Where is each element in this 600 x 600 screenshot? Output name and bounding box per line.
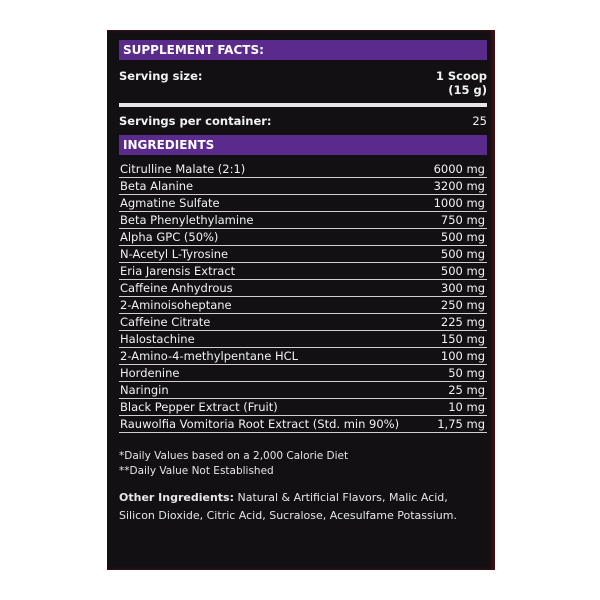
ingredient-amount: 500 mg — [440, 230, 485, 244]
serving-size-label: Serving size: — [119, 69, 203, 83]
ingredient-row — [119, 161, 487, 178]
ingredient-amount: 3200 mg — [433, 179, 485, 193]
ingredient-amount: 6000 mg — [433, 162, 485, 176]
ingredient-row — [119, 314, 487, 331]
ingredient-amount: 1000 mg — [433, 196, 485, 210]
ingredient-row — [119, 229, 487, 246]
serving-size-scoop: 1 Scoop — [435, 69, 487, 83]
ingredient-name: Alpha GPC (50%) — [120, 230, 219, 244]
ingredient-name: Beta Phenylethylamine — [120, 213, 254, 227]
serving-size-row — [119, 69, 487, 97]
ingredient-amount: 225 mg — [440, 315, 485, 329]
ingredient-amount: 250 mg — [440, 298, 485, 312]
ingredient-amount: 100 mg — [440, 349, 485, 363]
divider-thick — [119, 103, 487, 107]
servings-per-container-label: Servings per container: — [119, 114, 272, 128]
ingredient-name: Rauwolfia Vomitoria Root Extract (Std. min 90%) — [120, 417, 400, 431]
ingredient-amount: 150 mg — [440, 332, 485, 346]
ingredient-amount: 300 mg — [440, 281, 485, 295]
supplement-facts-header: SUPPLEMENT FACTS: — [119, 40, 487, 60]
ingredient-amount: 1,75 mg — [437, 417, 485, 431]
other-ingredients-label: Other Ingredients: — [119, 491, 234, 504]
ingredient-row — [119, 212, 487, 229]
ingredients-header: INGREDIENTS — [119, 135, 487, 155]
ingredient-name: N-Acetyl L-Tyrosine — [120, 247, 229, 261]
supplement-facts-content — [119, 40, 487, 525]
other-ingredients — [119, 489, 487, 525]
footnote-daily-values: *Daily Values based on a 2,000 Calorie Diet — [119, 450, 349, 462]
ingredient-amount: 10 mg — [448, 400, 485, 414]
ingredient-row — [119, 399, 487, 416]
ingredient-name: Black Pepper Extract (Fruit) — [120, 400, 278, 414]
other-ingredients-text: Natural & Artificial Flavors, Malic Acid, Silicon Dioxide, Citric Acid, Sucralose, Acesulfame Potassium. — [119, 491, 457, 522]
ingredient-amount: 750 mg — [440, 213, 485, 227]
ingredient-row — [119, 297, 487, 314]
ingredient-name: Caffeine Citrate — [120, 315, 211, 329]
ingredients-list — [119, 161, 487, 433]
serving-size-grams: (15 g) — [448, 83, 487, 97]
ingredient-name: Agmatine Sulfate — [120, 196, 220, 210]
supplement-facts-panel — [107, 30, 495, 570]
ingredient-row — [119, 246, 487, 263]
servings-per-container-value: 25 — [472, 114, 487, 128]
ingredient-name: Caffeine Anhydrous — [120, 281, 233, 295]
ingredient-name: Citrulline Malate (2:1) — [120, 162, 246, 176]
ingredient-row — [119, 416, 487, 433]
ingredient-amount: 50 mg — [448, 366, 485, 380]
servings-per-container-row — [119, 114, 487, 135]
ingredient-name: Halostachine — [120, 332, 195, 346]
ingredient-row — [119, 331, 487, 348]
ingredient-name: 2-Amino-4-methylpentane HCL — [120, 349, 299, 363]
ingredient-row — [119, 263, 487, 280]
ingredient-name: Eria Jarensis Extract — [120, 264, 236, 278]
ingredient-row — [119, 178, 487, 195]
footnotes — [119, 449, 487, 479]
ingredient-row — [119, 365, 487, 382]
ingredient-name: Naringin — [120, 383, 169, 397]
ingredient-name: Hordenine — [120, 366, 180, 380]
ingredient-row — [119, 382, 487, 399]
ingredient-amount: 500 mg — [440, 247, 485, 261]
ingredient-name: 2-Aminoisoheptane — [120, 298, 232, 312]
footnote-not-established: **Daily Value Not Established — [119, 465, 274, 477]
ingredient-row — [119, 195, 487, 212]
ingredient-amount: 25 mg — [448, 383, 485, 397]
serving-size-value — [436, 69, 487, 97]
ingredient-row — [119, 348, 487, 365]
ingredient-name: Beta Alanine — [120, 179, 194, 193]
ingredient-amount: 500 mg — [440, 264, 485, 278]
ingredient-row — [119, 280, 487, 297]
